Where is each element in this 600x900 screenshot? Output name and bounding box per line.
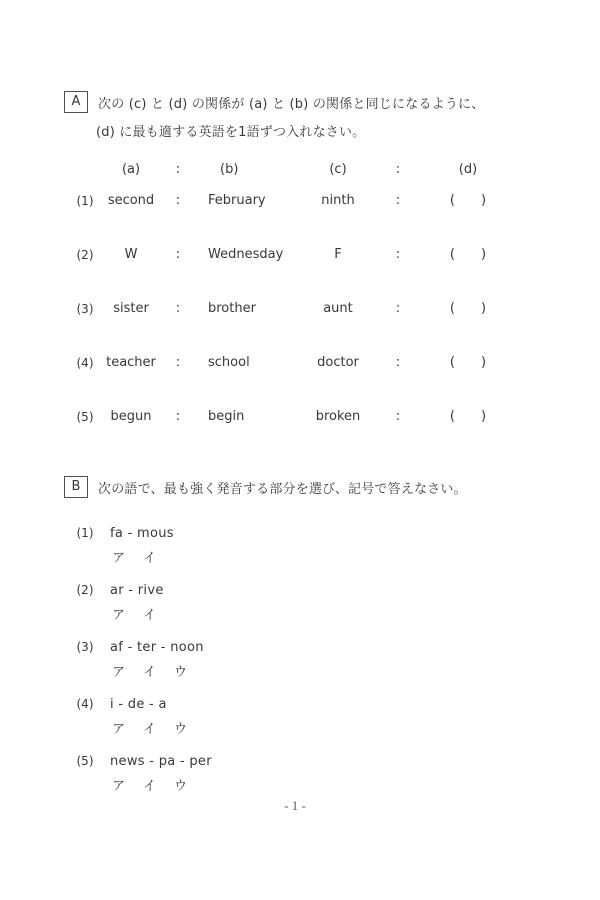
section-b — [64, 476, 600, 794]
colon: : — [395, 409, 401, 424]
section-b-box-label: B — [64, 476, 88, 498]
stress-choice: ア — [112, 551, 126, 566]
item-number: (2) — [76, 583, 94, 597]
word-b: Wednesday — [208, 247, 284, 262]
word-b: school — [208, 355, 250, 370]
pronunciation-items — [64, 498, 600, 794]
paren-close: ) — [481, 355, 487, 370]
stress-choice: イ — [143, 779, 157, 794]
stress-choice-row — [112, 718, 600, 737]
colon: : — [395, 193, 401, 208]
answer-blank — [410, 193, 526, 208]
word-a: W — [124, 247, 138, 262]
row-number: (5) — [76, 409, 94, 424]
item-word-row — [64, 696, 600, 712]
list-item — [64, 582, 600, 623]
word-c: doctor — [317, 355, 359, 370]
row-number: (4) — [76, 355, 94, 370]
section-b-instruction: 次の語で、最も強く発音する部分を選び、記号で答えなさい。 — [98, 481, 467, 497]
word-a: begun — [110, 409, 152, 424]
item-number: (4) — [76, 697, 94, 711]
item-number: (5) — [76, 754, 94, 768]
item-number: (3) — [76, 640, 94, 654]
stress-choice-row — [112, 775, 600, 794]
answer-blank — [410, 355, 526, 370]
row-number: (2) — [76, 247, 94, 262]
stress-choice-row — [112, 661, 600, 680]
paren-open: ( — [449, 193, 455, 208]
paren-open: ( — [449, 247, 455, 262]
stress-choice: ウ — [174, 779, 188, 794]
paren-close: ) — [481, 301, 487, 316]
stress-choice: イ — [143, 551, 157, 566]
stress-choice: ア — [112, 722, 126, 737]
stress-choice: イ — [143, 608, 157, 623]
item-number: (1) — [76, 526, 94, 540]
colon: : — [175, 247, 181, 262]
section-a-box-label: A — [64, 91, 88, 113]
word-c: ninth — [321, 193, 355, 208]
stress-choice: ウ — [174, 722, 188, 737]
column-header-colon1: : — [175, 162, 181, 177]
table-row — [64, 193, 600, 208]
column-header-c: (c) — [329, 162, 347, 177]
table-row — [64, 301, 600, 316]
item-word: ar - rive — [110, 582, 164, 598]
colon: : — [175, 193, 181, 208]
section-a-instruction-line1: 次の (c) と (d) の関係が (a) と (b) の関係と同じになるように、 — [98, 96, 485, 112]
colon: : — [395, 355, 401, 370]
list-item — [64, 753, 600, 794]
answer-blank — [410, 247, 526, 262]
paren-open: ( — [449, 301, 455, 316]
stress-choice: イ — [143, 665, 157, 680]
column-header-colon2: : — [395, 162, 401, 177]
paren-open: ( — [449, 355, 455, 370]
word-b: brother — [208, 301, 256, 316]
list-item — [64, 639, 600, 680]
answer-blank — [410, 301, 526, 316]
section-a-header — [64, 91, 600, 113]
stress-choice-row — [112, 547, 600, 566]
item-word: i - de - a — [110, 696, 167, 712]
table-row — [64, 355, 600, 370]
word-c: broken — [315, 409, 361, 424]
word-a: sister — [113, 301, 149, 316]
stress-choice: ウ — [174, 665, 188, 680]
table-row — [64, 409, 600, 424]
row-number: (3) — [76, 301, 94, 316]
word-b: February — [208, 193, 266, 208]
section-a-instruction-line2: (d) に最も適する英語を1語ずつ入れなさい。 — [96, 125, 366, 140]
colon: : — [395, 301, 401, 316]
table-header-row — [64, 162, 600, 177]
colon: : — [395, 247, 401, 262]
item-word: af - ter - noon — [110, 639, 204, 655]
paren-close: ) — [481, 409, 487, 424]
item-word: news - pa - per — [110, 753, 212, 769]
item-word-row — [64, 753, 600, 769]
stress-choice-row — [112, 604, 600, 623]
paren-close: ) — [481, 193, 487, 208]
list-item — [64, 525, 600, 566]
paren-open: ( — [449, 409, 455, 424]
column-header-d: (d) — [458, 162, 478, 177]
column-header-b: (b) — [220, 162, 239, 177]
stress-choice: ア — [112, 608, 126, 623]
item-word-row — [64, 525, 600, 541]
item-word-row — [64, 582, 600, 598]
table-row — [64, 247, 600, 262]
section-b-header — [64, 476, 600, 498]
list-item — [64, 696, 600, 737]
colon: : — [175, 409, 181, 424]
paren-close: ) — [481, 247, 487, 262]
word-a: teacher — [106, 355, 156, 370]
analogy-table-body — [64, 193, 600, 424]
column-header-a: (a) — [121, 162, 141, 177]
answer-blank — [410, 409, 526, 424]
section-a — [64, 91, 600, 424]
stress-choice: ア — [112, 779, 126, 794]
item-word: fa - mous — [110, 525, 174, 541]
word-c: aunt — [323, 301, 353, 316]
stress-choice: ア — [112, 665, 126, 680]
colon: : — [175, 355, 181, 370]
word-c: F — [334, 247, 342, 262]
stress-choice: イ — [143, 722, 157, 737]
word-b: begin — [208, 409, 245, 424]
word-a: second — [107, 193, 155, 208]
colon: : — [175, 301, 181, 316]
row-number: (1) — [76, 193, 94, 208]
item-word-row — [64, 639, 600, 655]
page-number: - 1 - — [284, 798, 306, 813]
